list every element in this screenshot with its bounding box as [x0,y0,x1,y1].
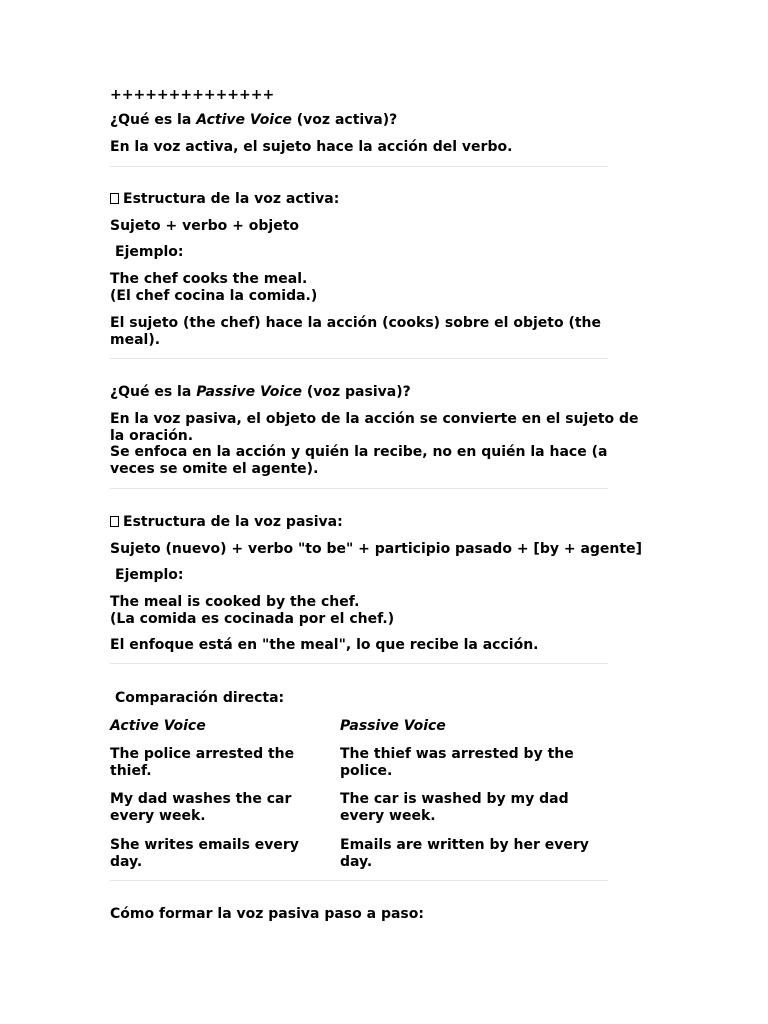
comparison-row-1-active: The police arrested the thief. [110,746,295,779]
divider [110,358,608,359]
passive-voice-question [110,384,411,401]
passive-example-label: Ejemplo: [115,567,184,583]
comparison-row-3-passive: Emails are written by her every day. [340,837,589,870]
comparison-row-3-active: She writes emails every day. [110,837,299,870]
passive-question-suffix: (voz pasiva)? [302,384,411,400]
passive-structure-title-text: Estructura de la voz pasiva: [123,514,343,530]
divider [110,166,608,167]
active-question-suffix: (voz activa)? [291,112,398,128]
divider [110,488,608,489]
comparison-header-active: Active Voice [110,718,206,734]
active-structure-formula: Sujeto + verbo + objeto [110,218,300,234]
comparison-row-1-passive: The thief was arrested by the police. [340,746,574,779]
passive-structure-formula: Sujeto (nuevo) + verbo "to be" + participio pasado + [by + agente] [110,541,642,557]
active-example-english: The chef cooks the meal. [110,271,308,287]
passive-example-spanish: (La comida es cocinada por el chef.) [110,611,395,627]
passive-question-prefix: ¿Qué es la [110,384,197,400]
active-voice-definition: En la voz activa, el sujeto hace la acción del verbo. [110,139,513,155]
comparison-header-passive: Passive Voice [340,718,446,734]
active-example-spanish: (El chef cocina la comida.) [110,288,318,304]
active-explanation: El sujeto (the chef) hace la acción (cooks) sobre el objeto (the meal). [110,315,602,348]
document-page [110,0,660,1024]
active-structure-title-text: Estructura de la voz activa: [123,191,340,207]
missing-glyph-icon [110,193,119,204]
steps-title: Cómo formar la voz pasiva paso a paso: [110,906,424,922]
missing-glyph-icon [110,516,119,527]
passive-definition-1: En la voz pasiva, el objeto de la acción se convierte en el sujeto de la oración. [110,411,639,444]
active-example-label: Ejemplo: [115,244,184,260]
divider [110,663,608,664]
passive-example-english: The meal is cooked by the chef. [110,594,360,610]
comparison-row-2-active: My dad washes the car every week. [110,791,292,824]
divider [110,880,608,881]
comparison-row-2-passive: The car is washed by my dad every week. [340,791,569,824]
active-question-prefix: ¿Qué es la [110,112,197,128]
passive-structure-title [110,514,343,531]
passive-question-term: Passive Voice [196,384,302,400]
active-question-term: Active Voice [196,112,292,128]
passive-explanation: El enfoque está en "the meal", lo que recibe la acción. [110,637,539,653]
comparison-title: Comparación directa: [115,690,285,706]
active-structure-title [110,191,339,208]
active-voice-question [110,112,397,129]
separator-line: ++++++++++++++ [110,87,275,103]
passive-definition-2: Se enfoca en la acción y quién la recibe, no en quién la hace (a veces se omite el agente). [110,444,608,477]
